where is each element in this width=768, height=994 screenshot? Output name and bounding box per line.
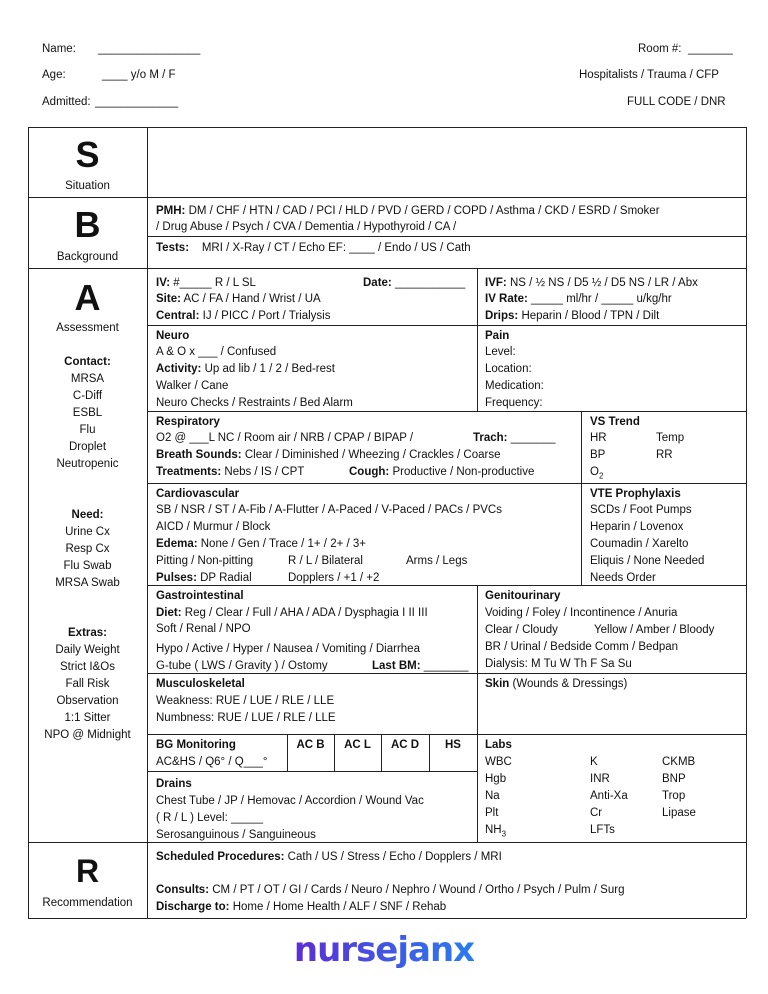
trach-blank[interactable]: _______ — [510, 432, 556, 444]
pmh-options[interactable]: DM / CHF / HTN / CAD / PCI / HLD / PVD / GERD / COPD / Asthma / CKD / ESRD / Smoker — [188, 205, 660, 217]
bowel-sounds[interactable]: Hypo / Active / Hyper / Nausea / Vomiting / Diarrhea — [156, 643, 420, 655]
extras-npo-midnight[interactable]: NPO @ Midnight — [44, 729, 131, 741]
bg-title: BG Monitoring — [156, 739, 236, 751]
edema-side[interactable]: R / L / Bilateral — [288, 555, 363, 567]
msk-weakness[interactable]: Weakness: RUE / LUE / RLE / LLE — [156, 695, 335, 707]
lab-k[interactable]: K — [590, 756, 598, 768]
cough-label: Cough: — [349, 466, 390, 478]
extras-daily-weight[interactable]: Daily Weight — [55, 644, 120, 656]
cardio-devices[interactable]: AICD / Murmur / Block — [156, 521, 271, 533]
vs-rr[interactable]: RR — [656, 449, 673, 461]
discharge-line — [156, 900, 446, 914]
vs-o2[interactable] — [590, 465, 603, 483]
last-bm-blank[interactable]: _______ — [423, 660, 469, 672]
iv-rate-label: IV Rate: — [485, 293, 528, 305]
age-label: Age: — [42, 69, 66, 81]
edema-label: Edema: — [156, 538, 198, 550]
need-urine-cx[interactable]: Urine Cx — [65, 526, 110, 538]
assessment-label: Assessment — [56, 322, 119, 334]
lab-nh3-label: NH — [485, 824, 502, 836]
gi-title: Gastrointestinal — [156, 590, 244, 602]
drains-output[interactable]: Serosanguinous / Sanguineous — [156, 829, 316, 841]
tests-line — [156, 241, 471, 255]
r-letter: R — [75, 853, 100, 889]
pmh-label: PMH: — [156, 205, 186, 217]
lab-cr[interactable]: Cr — [590, 807, 603, 819]
date-label: Date: — [363, 277, 392, 289]
pulses-options[interactable]: DP Radial — [200, 572, 252, 584]
cardio-rhythm[interactable]: SB / NSR / ST / A-Fib / A-Flutter / A-Paced / V-Paced / PACs / PVCs — [156, 504, 502, 516]
contact-cdiff[interactable]: C-Diff — [72, 390, 103, 402]
discharge-label: Discharge to: — [156, 901, 230, 913]
iv-line — [156, 276, 256, 290]
scheduled-options[interactable]: Cath / US / Stress / Echo / Dopplers / MRI — [287, 851, 502, 863]
breath-options[interactable]: Clear / Diminished / Wheezing / Crackles / Coarse — [244, 449, 501, 461]
vte-title: VTE Prophylaxis — [590, 488, 681, 500]
b-letter: B — [74, 204, 101, 245]
central-label: Central: — [156, 310, 200, 322]
iv-label: IV: — [156, 277, 171, 289]
trach-label: Trach: — [473, 432, 508, 444]
lab-hgb[interactable]: Hgb — [485, 773, 507, 785]
pulses-label: Pulses: — [156, 572, 197, 584]
drains-title: Drains — [156, 778, 192, 790]
central-options[interactable]: IJ / PICC / Port / Trialysis — [202, 310, 331, 322]
lab-wbc[interactable]: WBC — [485, 756, 512, 768]
extras-fall-risk[interactable]: Fall Risk — [65, 678, 110, 690]
pain-title: Pain — [485, 330, 510, 342]
vs-o2-sub: 2 — [598, 471, 604, 481]
extras-strict-ios[interactable]: Strict I&Os — [60, 661, 115, 673]
extras-title: Extras: — [68, 627, 107, 639]
edema-line — [156, 537, 366, 551]
lab-inr[interactable]: INR — [590, 773, 610, 785]
vs-hr[interactable]: HR — [590, 432, 607, 444]
date-blank[interactable]: ___________ — [394, 277, 466, 289]
contact-title: Contact: — [64, 356, 111, 368]
s-letter: S — [75, 134, 100, 175]
lab-plt[interactable]: Plt — [485, 807, 499, 819]
need-title: Need: — [71, 509, 104, 521]
neuro-mobility[interactable]: Walker / Cane — [156, 380, 229, 392]
need-flu-swab[interactable]: Flu Swab — [63, 560, 112, 572]
gu-voiding[interactable]: Voiding / Foley / Incontinence / Anuria — [485, 607, 678, 619]
gtube-line[interactable]: G-tube ( LWS / Gravity ) / Ostomy — [156, 660, 328, 672]
activity-options[interactable]: Up ad lib / 1 / 2 / Bed-rest — [204, 363, 335, 375]
labs-title: Labs — [485, 739, 512, 751]
breath-label: Breath Sounds: — [156, 449, 242, 461]
msk-numbness[interactable]: Numbness: RUE / LUE / RLE / LLE — [156, 712, 336, 724]
vs-temp[interactable]: Temp — [656, 432, 685, 444]
treatments-line — [156, 465, 304, 479]
iv-date — [363, 276, 465, 290]
room-label: Room #: — [638, 43, 682, 55]
breath-line — [156, 448, 500, 462]
consults-line — [156, 883, 624, 897]
ivf-options[interactable]: NS / ½ NS / D5 ½ / D5 NS / LR / Abx — [509, 277, 698, 289]
drips-options[interactable]: Heparin / Blood / TPN / Dilt — [521, 310, 660, 322]
neuro-title: Neuro — [156, 330, 190, 342]
ivf-label: IVF: — [485, 277, 507, 289]
cough-line — [349, 465, 534, 479]
drips-label: Drips: — [485, 310, 519, 322]
bg-hs[interactable]: HS — [445, 739, 461, 751]
iv-rate-line — [485, 292, 672, 306]
dopplers-options[interactable]: Dopplers / +1 / +2 — [288, 572, 380, 584]
activity-label: Activity: — [156, 363, 202, 375]
lab-anti-xa[interactable]: Anti-Xa — [590, 790, 628, 802]
skin-title: Skin — [485, 678, 510, 690]
drains-types[interactable]: Chest Tube / JP / Hemovac / Accordion / Wound Vac — [156, 795, 424, 807]
vte-eliquis[interactable]: Eliquis / None Needed — [590, 555, 705, 567]
lab-trop[interactable]: Trop — [662, 790, 686, 802]
lab-ckmb[interactable]: CKMB — [662, 756, 696, 768]
edema-options[interactable]: None / Gen / Trace / 1+ / 2+ / 3+ — [200, 538, 367, 550]
scheduled-line — [156, 850, 502, 864]
room-blank[interactable]: _______ — [688, 43, 733, 55]
msk-title: Musculoskeletal — [156, 678, 245, 690]
age-value[interactable]: ____ y/o M / F — [102, 69, 176, 81]
cough-options[interactable]: Productive / Non-productive — [392, 466, 535, 478]
respiratory-title: Respiratory — [156, 416, 220, 428]
extras-observation[interactable]: Observation — [56, 695, 119, 707]
a-letter: A — [74, 277, 101, 318]
vte-coumadin[interactable]: Coumadin / Xarelto — [590, 538, 689, 550]
lab-na[interactable]: Na — [485, 790, 500, 802]
vs-trend-title: VS Trend — [590, 416, 640, 428]
vs-o2-label: O — [590, 466, 599, 478]
scheduled-label: Scheduled Procedures: — [156, 851, 285, 863]
site-label: Site: — [156, 293, 181, 305]
skin-line[interactable] — [485, 677, 627, 691]
name-blank[interactable]: ________________ — [98, 43, 201, 55]
last-bm — [372, 659, 469, 673]
logo-text: nursejanx — [293, 930, 475, 970]
lab-nh3[interactable] — [485, 823, 506, 841]
tests-label: Tests: — [156, 242, 190, 254]
situation-label: Situation — [65, 180, 110, 192]
cardio-title: Cardiovascular — [156, 488, 240, 500]
recommendation-label: Recommendation — [42, 897, 133, 909]
skin-note: (Wounds & Dressings) — [512, 678, 628, 690]
name-label: Name: — [42, 43, 76, 55]
consults-options[interactable]: CM / PT / OT / GI / Cards / Neuro / Nephro / Wound / Ortho / Psych / Pulm / Surg — [212, 884, 625, 896]
contact-droplet[interactable]: Droplet — [68, 441, 107, 453]
diet-options[interactable]: Reg / Clear / Full / AHA / ADA / Dysphagia I II III — [184, 607, 428, 619]
gu-color[interactable]: Yellow / Amber / Bloody — [594, 624, 715, 636]
tests-options[interactable]: MRI / X-Ray / CT / Echo EF: ____ / Endo / US / Cath — [201, 242, 471, 254]
consults-label: Consults: — [156, 884, 210, 896]
edema-location[interactable]: Arms / Legs — [406, 555, 468, 567]
vte-heparin[interactable]: Heparin / Lovenox — [590, 521, 684, 533]
contact-neutropenic[interactable]: Neutropenic — [56, 458, 119, 470]
contact-mrsa[interactable]: MRSA — [70, 373, 105, 385]
need-mrsa-swab[interactable]: MRSA Swab — [55, 577, 120, 589]
contact-esbl[interactable]: ESBL — [72, 407, 103, 419]
gu-toileting[interactable]: BR / Urinal / Bedside Comm / Bedpan — [485, 641, 679, 653]
gu-dialysis[interactable]: Dialysis: M Tu W Th F Sa Su — [485, 658, 632, 670]
contact-flu[interactable]: Flu — [79, 424, 96, 436]
ivf-line — [485, 276, 698, 290]
background-label: Background — [56, 251, 119, 263]
pain-location[interactable]: Location: — [485, 363, 532, 375]
admitted-blank[interactable]: _____________ — [95, 96, 179, 108]
site-options[interactable]: AC / FA / Hand / Wrist / UA — [183, 293, 321, 305]
services: Hospitalists / Trauma / CFP — [579, 69, 719, 81]
site-line — [156, 292, 321, 306]
diet-line — [156, 606, 428, 620]
central-line — [156, 309, 330, 323]
diet-options-2[interactable]: Soft / Renal / NPO — [156, 623, 251, 635]
gu-clarity[interactable]: Clear / Cloudy — [485, 624, 558, 636]
code-status: FULL CODE / DNR — [627, 96, 726, 108]
lab-nh3-sub: 3 — [501, 829, 507, 839]
o2-line[interactable]: O2 @ ___L NC / Room air / NRB / CPAP / BIPAP / — [156, 432, 414, 444]
admitted-label: Admitted: — [42, 96, 91, 108]
treatments-label: Treatments: — [156, 466, 222, 478]
lab-bnp[interactable]: BNP — [662, 773, 686, 785]
vs-bp[interactable]: BP — [590, 449, 606, 461]
treatments-options[interactable]: Nebs / IS / CPT — [224, 466, 305, 478]
gu-title: Genitourinary — [485, 590, 561, 602]
nursejanx-logo — [0, 930, 768, 970]
vte-needs-order[interactable]: Needs Order — [590, 572, 656, 584]
pain-level[interactable]: Level: — [485, 346, 516, 358]
pain-medication[interactable]: Medication: — [485, 380, 544, 392]
pain-frequency[interactable]: Frequency: — [485, 397, 543, 409]
activity-line — [156, 362, 335, 376]
pulses-line — [156, 571, 252, 585]
neuro-aox[interactable]: A & O x ___ / Confused — [156, 346, 277, 358]
trach-line — [473, 431, 556, 445]
pmh-line-1 — [156, 204, 660, 218]
neuro-checks[interactable]: Neuro Checks / Restraints / Bed Alarm — [156, 397, 353, 409]
pitting-options[interactable]: Pitting / Non-pitting — [156, 555, 254, 567]
need-resp-cx[interactable]: Resp Cx — [65, 543, 110, 555]
last-bm-label: Last BM: — [372, 660, 421, 672]
iv-rate-value[interactable]: _____ ml/hr / _____ u/kg/hr — [531, 293, 672, 305]
lab-lipase[interactable]: Lipase — [662, 807, 696, 819]
lab-lfts[interactable]: LFTs — [590, 824, 615, 836]
pmh-line-2[interactable]: / Drug Abuse / Psych / CVA / Dementia / Hypothyroid / CA / — [156, 221, 457, 233]
discharge-options[interactable]: Home / Home Health / ALF / SNF / Rehab — [232, 901, 447, 913]
bg-frequency[interactable]: AC&HS / Q6° / Q___° — [156, 756, 268, 768]
bg-ac-lunch[interactable]: AC L — [344, 739, 371, 751]
extras-sitter[interactable]: 1:1 Sitter — [64, 712, 111, 724]
drips-line — [485, 309, 659, 323]
vte-scds[interactable]: SCDs / Foot Pumps — [590, 504, 692, 516]
drains-level[interactable]: ( R / L ) Level: _____ — [156, 812, 263, 824]
diet-label: Diet: — [156, 607, 182, 619]
bg-ac-breakfast[interactable]: AC B — [296, 739, 325, 751]
iv-value[interactable]: #_____ R / L SL — [173, 277, 256, 289]
bg-ac-dinner[interactable]: AC D — [390, 739, 420, 751]
